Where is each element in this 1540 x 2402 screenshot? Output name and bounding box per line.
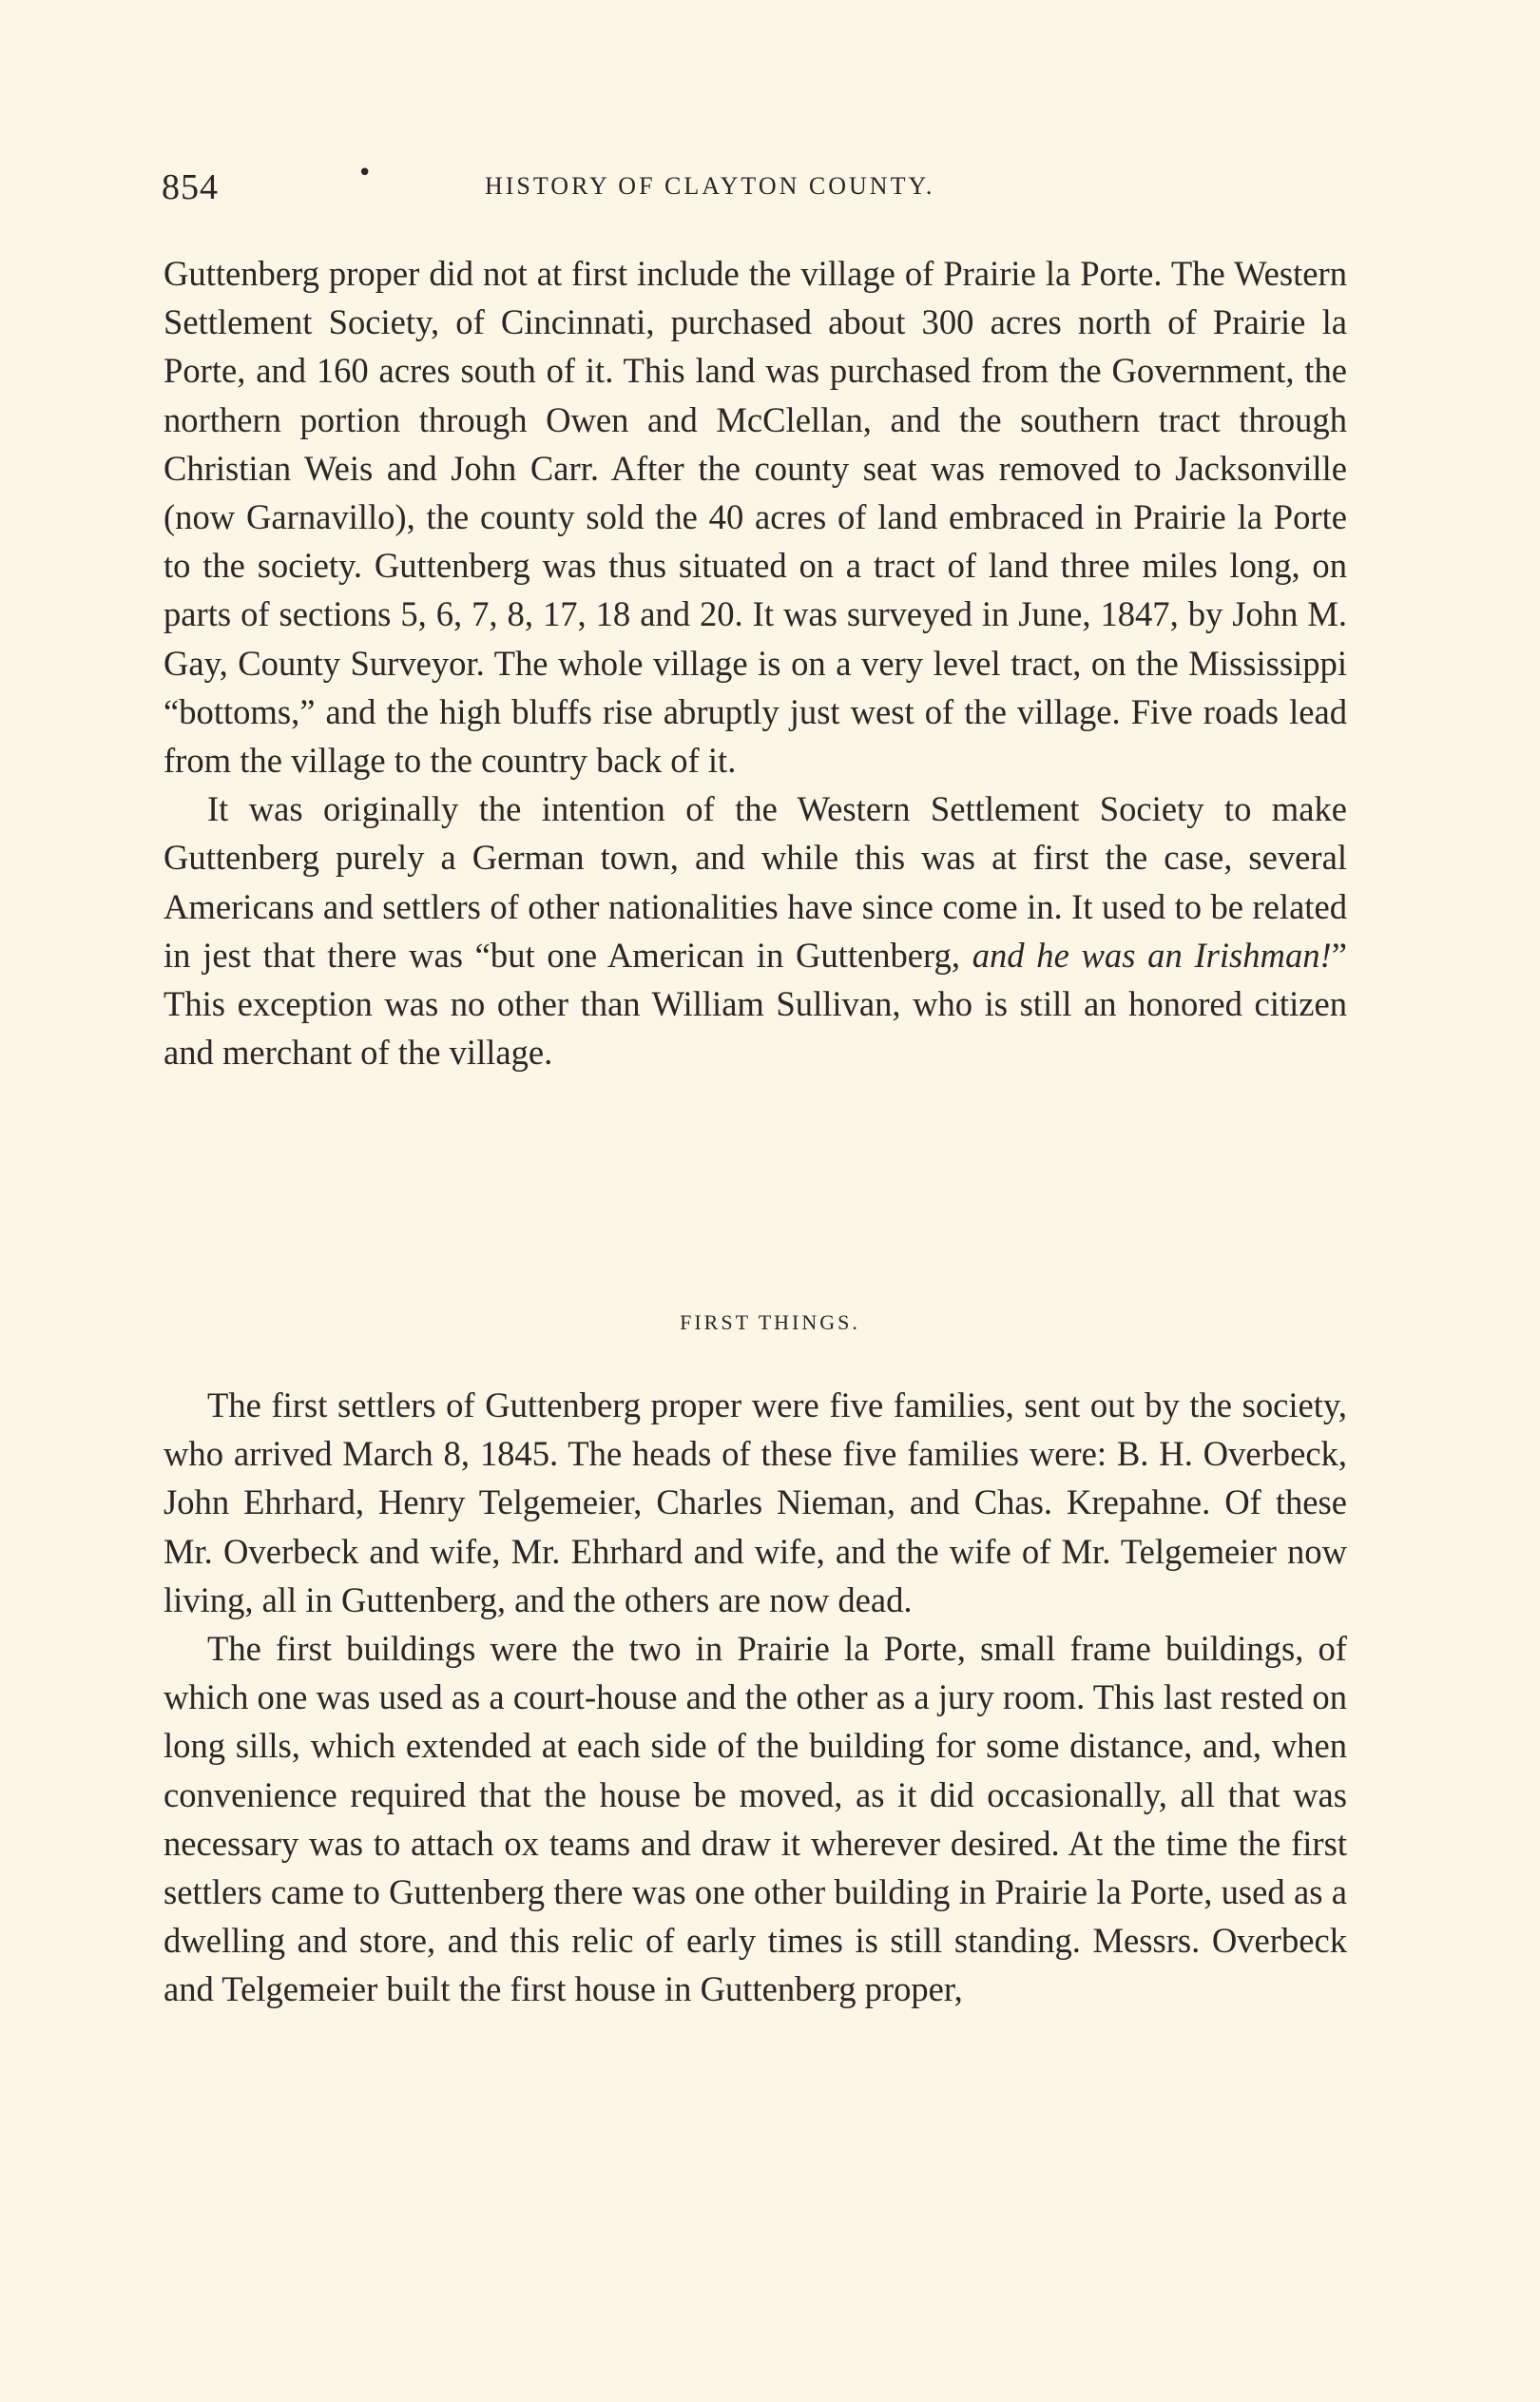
running-head (162, 159, 1350, 214)
paragraph-western-settlement: It was originally the intention of the Western Settlement Society to make Guttenberg purely a German town, and while this was at first the case, several Americans and settlers of other nationalities have since come in. It used to be related in jest that there was “but one American in Guttenberg, and he was an Irishman!” This exception was no other than William Sullivan, who is still an honored citizen and merchant of the village. (164, 789, 1347, 1073)
ornament-dot: • (357, 159, 373, 187)
paragraph-first-settlers: The first settlers of Guttenberg proper were five families, sent out by the society, who arrived March 8, 1845. The heads of these five families were: B. H. Overbeck, John Ehrhard, Henry Telgemeier, Charles Nieman, and Chas. Krepahne. Of these Mr. Overbeck and wife, Mr. Ehrhard and wife, and the wife of Mr. Telgemeier now living, all in Guttenberg, and the others are now dead. (164, 1385, 1347, 1619)
page-number: 854 (162, 167, 219, 207)
paragraph-first-buildings: The first buildings were the two in Prairie la Porte, small frame buildings, of which one was used as a court-house and the other as a jury room. This last rested on long sills, which extended at each side of the building for some distance, and, when convenience required that the house be moved, as it did occasionally, all that was necessary was to attach ox teams and draw it wherever desired. At the time the first settlers came to Guttenberg there was one other building in Prairie la Porte, used as a dwelling and store, and this relic of early times is still standing. Messrs. Overbeck and Telgemeier built the first house in Guttenberg proper, (164, 1629, 1347, 2009)
body-text-section-1 (164, 249, 1347, 1076)
section-heading-first-things: FIRST THINGS. (680, 1310, 860, 1334)
running-title: HISTORY OF CLAYTON COUNTY. (485, 172, 935, 200)
paragraph-guttenberg-proper: Guttenberg proper did not at first include the village of Prairie la Porte. The Western Settlement Society, of Cincinnati, purchased about 300 acres north of Prairie la Porte, and 160 acres south of it. This land was purchased from the Government, the northern portion through Owen and McClellan, and the southern tract through Christian Weis and John Carr. After the county seat was removed to Jacksonville (now Garnavillo), the county sold the 40 acres of land embraced in Prairie la Porte to the society. Guttenberg was thus situated on a tract of land three miles long, on parts of sections 5, 6, 7, 8, 17, 18 and 20. It was surveyed in June, 1847, by John M. Gay, County Surveyor. The whole village is on a very level tract, on the Mississippi “bottoms,” and the high bluffs rise abruptly just west of the village. Five roads lead from the village to the country back of it. (164, 254, 1347, 781)
body-text-section-2 (164, 1381, 1347, 2014)
